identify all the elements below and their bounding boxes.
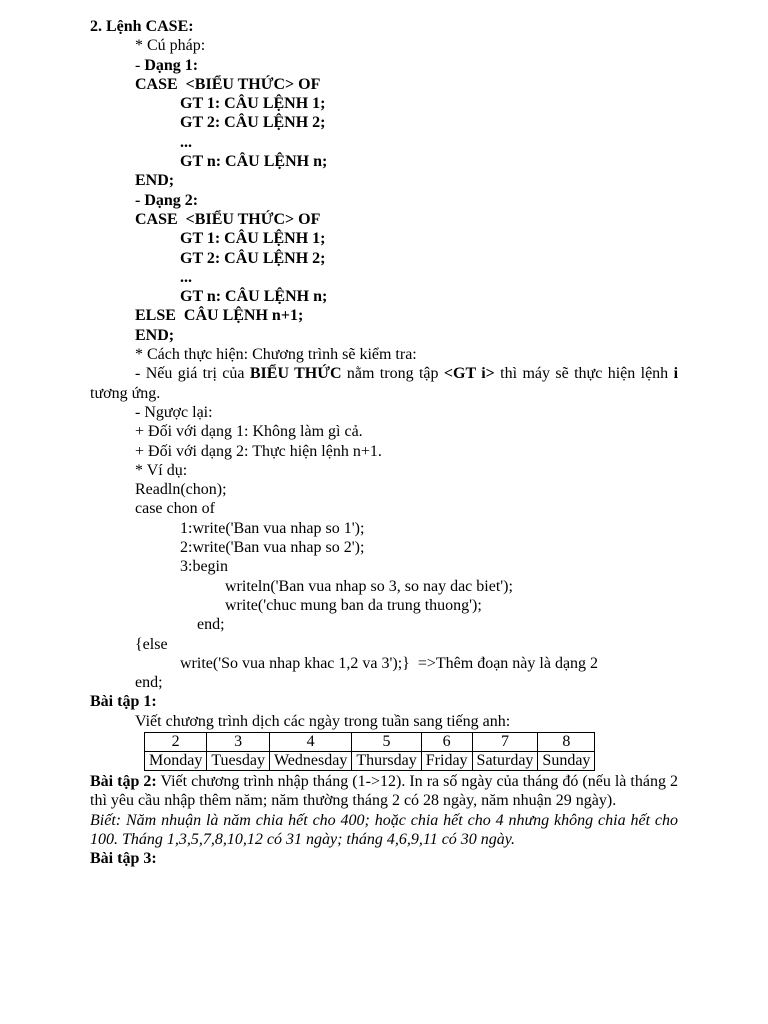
example-label: * Ví dụ:	[135, 461, 188, 479]
exercise1-text: Viết chương trình dịch các ngày trong tuần sang tiếng anh:	[135, 712, 511, 730]
code-line: writeln('Ban vua nhap so 3, so nay dac biet');	[225, 577, 513, 595]
rule-text: thì máy sẽ thực hiện lệnh	[494, 365, 674, 383]
table-cell: Thursday	[352, 751, 421, 770]
table-cell: Saturday	[472, 751, 538, 770]
exercise2-note: Biết: Năm nhuận là năm chia hết cho 400; hoặc chia hết cho 4 nhưng không chia hết cho 100. Tháng 1,3,5,7,8,10,12 có 31 ngày; tháng 4,6,9,11 có 30 ngày.	[90, 811, 678, 848]
code-line: 1:write('Ban vua nhap so 1');	[180, 519, 365, 537]
document-body	[90, 17, 678, 868]
table-cell: Monday	[145, 751, 207, 770]
rule-set: <GT i>	[443, 365, 495, 383]
exercise2-text: Viết chương trình nhập tháng (1->12). In ra số ngày của tháng đó (nếu là tháng 2 thì yêu cầu nhập thêm năm; năm thường tháng 2 có 28 ngày, năm nhuận 29 ngày).	[90, 772, 679, 810]
table-row	[145, 732, 595, 751]
exercise2-title: Bài tập 2:	[90, 772, 157, 790]
code-line: write('So vua nhap khac 1,2 va 3');} =>Thêm đoạn này là dạng 2	[180, 654, 599, 672]
code-line: write('chuc mung ban da trung thuong');	[225, 596, 482, 614]
code-line: case chon of	[135, 500, 215, 518]
table-cell: Sunday	[538, 751, 595, 770]
table-cell: 3	[207, 732, 270, 751]
form1-dash: -	[135, 56, 145, 74]
form2-line: END;	[135, 326, 175, 344]
form1-line: CASE <BIỂU THỨC> OF	[135, 75, 321, 93]
form2-line: ...	[180, 268, 192, 286]
rule-expression: BIỂU THỨC	[249, 365, 342, 383]
case-form2: + Đối với dạng 2: Thực hiện lệnh n+1.	[135, 442, 382, 460]
rule-text: tương ứng.	[90, 384, 161, 402]
table-cell: Tuesday	[207, 751, 270, 770]
form1-line: GT 2: CÂU LỆNH 2;	[180, 114, 326, 132]
form1-line: GT 1: CÂU LỆNH 1;	[180, 95, 326, 113]
table-cell: 6	[421, 732, 472, 751]
rule-text: - Nếu giá trị của	[135, 365, 250, 383]
table-row	[145, 751, 595, 770]
days-table	[144, 732, 595, 771]
exercise2-paragraph	[90, 772, 678, 811]
form2-line: GT 1: CÂU LỆNH 1;	[180, 230, 326, 248]
table-cell: Friday	[421, 751, 472, 770]
form2-line: ELSE CÂU LỆNH n+1;	[135, 307, 304, 325]
rule-index: i	[673, 365, 679, 383]
rule-paragraph	[90, 364, 678, 403]
form2-line: GT n: CÂU LỆNH n;	[180, 288, 328, 306]
exercise3-title: Bài tập 3:	[90, 850, 157, 868]
form2-line: GT 2: CÂU LỆNH 2;	[180, 249, 326, 267]
otherwise-label: - Ngược lại:	[135, 403, 213, 421]
code-line: {else	[135, 635, 168, 653]
table-cell: 5	[352, 732, 421, 751]
code-line: end;	[135, 674, 163, 692]
form2-label: - Dạng 2:	[135, 191, 199, 209]
form2-line: CASE <BIỂU THỨC> OF	[135, 210, 321, 228]
code-line: 2:write('Ban vua nhap so 2');	[180, 539, 365, 557]
form1-line: END;	[135, 172, 175, 190]
table-cell: Wednesday	[269, 751, 351, 770]
code-line: end;	[197, 616, 225, 634]
code-line: 3:begin	[180, 558, 228, 576]
form1-label: Dạng 1:	[144, 56, 199, 74]
table-cell: 7	[472, 732, 538, 751]
form1-line: ...	[180, 133, 192, 151]
form1-label-line	[90, 56, 678, 75]
form1-line: GT n: CÂU LỆNH n;	[180, 153, 328, 171]
table-cell: 2	[145, 732, 207, 751]
section-heading: 2. Lệnh CASE:	[90, 18, 194, 35]
table-cell: 8	[538, 732, 595, 751]
how-label: * Cách thực hiện: Chương trình sẽ kiểm tra:	[135, 346, 417, 364]
exercise1-title: Bài tập 1:	[90, 693, 157, 711]
table-cell: 4	[269, 732, 351, 751]
rule-text: nằm trong tập	[341, 365, 444, 383]
case-form1: + Đối với dạng 1: Không làm gì cả.	[135, 423, 363, 441]
syntax-label: * Cú pháp:	[135, 37, 206, 55]
code-line: Readln(chon);	[135, 481, 227, 499]
